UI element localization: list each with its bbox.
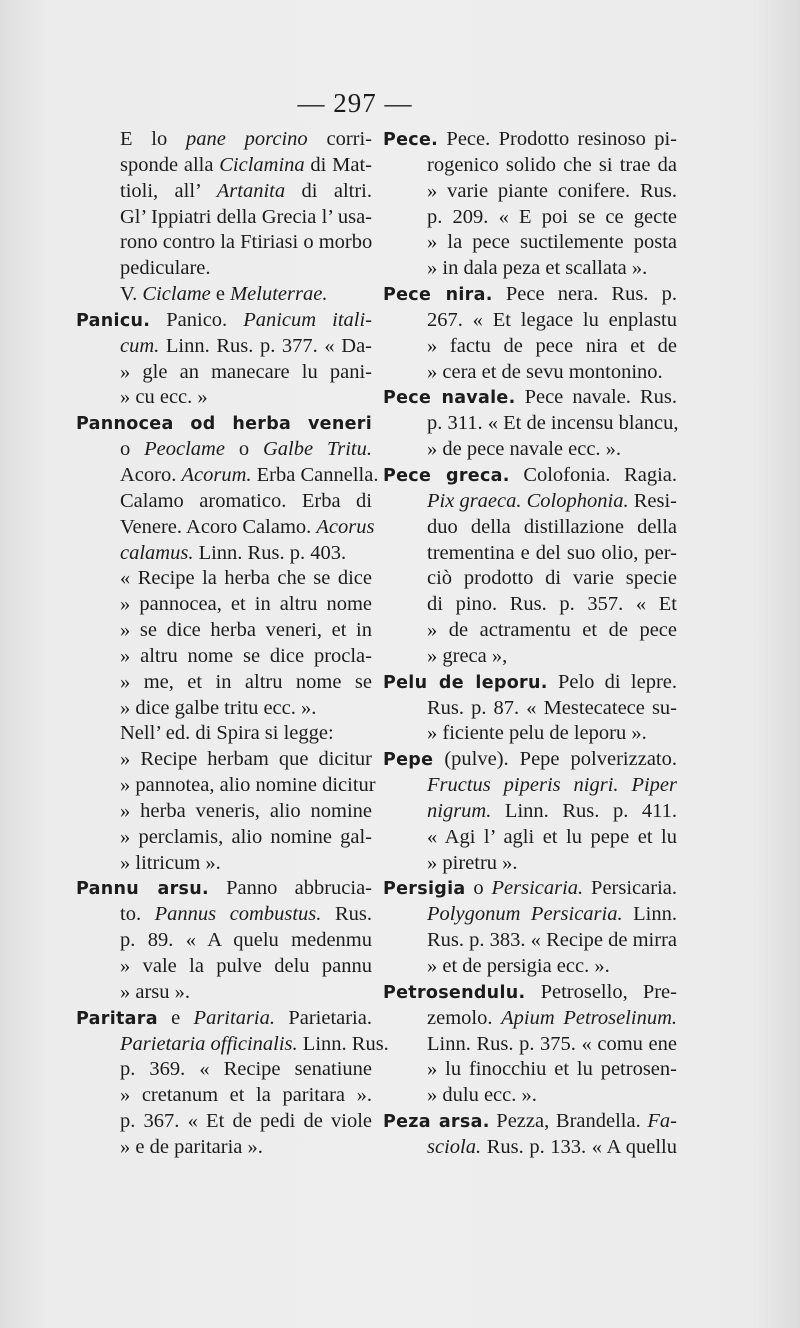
text-run: » ficiente pelu de leporu ». bbox=[427, 722, 647, 745]
text-line bbox=[76, 515, 375, 541]
text-run: E lo bbox=[120, 128, 187, 150]
text-run: » piretru ». bbox=[427, 851, 518, 874]
text-line bbox=[383, 696, 677, 722]
text-line bbox=[76, 851, 372, 877]
text-run: Panno abbrucia- bbox=[208, 877, 372, 900]
text-line bbox=[383, 902, 677, 928]
italic-term: cum. bbox=[120, 334, 160, 357]
text-line bbox=[76, 696, 372, 722]
text-run: » dice galbe tritu ecc. ». bbox=[120, 696, 317, 719]
text-run: » cretanum et la paritara ». bbox=[120, 1084, 372, 1107]
entry-headword: Petrosendulu. bbox=[383, 982, 526, 1003]
italic-term: Fructus piperis nigri. Piper bbox=[427, 774, 677, 797]
text-line bbox=[383, 825, 677, 851]
text-line bbox=[76, 747, 372, 773]
text-run: » altru nome se dice procla- bbox=[120, 644, 372, 667]
text-run: di altri. bbox=[285, 179, 372, 202]
text-line bbox=[76, 127, 372, 153]
text-run: Petrosello, Pre- bbox=[525, 980, 677, 1003]
text-run: o bbox=[465, 877, 492, 900]
text-run: V. bbox=[120, 283, 143, 306]
text-line bbox=[76, 489, 372, 515]
text-line bbox=[383, 773, 677, 799]
text-run: Linn. Rus. p. 411. bbox=[491, 799, 677, 822]
text-run: « Recipe la herba che se dice bbox=[120, 567, 372, 590]
italic-term: Artanita bbox=[216, 179, 286, 202]
text-run: zemolo. bbox=[427, 1006, 502, 1029]
text-run: di pino. Rus. p. 357. « Et bbox=[427, 593, 677, 616]
text-line bbox=[383, 360, 677, 386]
text-run: » cu ecc. » bbox=[120, 386, 208, 409]
text-line bbox=[383, 747, 677, 773]
text-run: » arsu ». bbox=[120, 980, 191, 1003]
text-run: » de pece navale ecc. ». bbox=[427, 438, 622, 461]
text-line bbox=[76, 334, 372, 360]
italic-term: Acorum. bbox=[181, 463, 252, 486]
text-run: Erba Cannella. bbox=[251, 463, 379, 486]
text-run: Nell’ ed. di Spira si legge: bbox=[120, 722, 334, 745]
left-column bbox=[76, 127, 389, 1161]
text-run: trementina e del suo olio, per- bbox=[427, 541, 677, 564]
text-run: Calamo aromatico. Erba di bbox=[120, 489, 372, 512]
text-run: » factu de pece nira et de bbox=[427, 334, 677, 357]
text-run: « Agi l’ agli et lu pepe et lu bbox=[427, 825, 677, 848]
text-line bbox=[383, 592, 677, 618]
text-run: » pannocea, et in altru nome bbox=[120, 593, 372, 616]
italic-term: Paritaria. bbox=[193, 1006, 275, 1029]
text-run: p. 311. « Et de incensu blancu, bbox=[427, 412, 679, 435]
text-run: Resi- bbox=[628, 489, 677, 512]
text-line bbox=[76, 282, 372, 308]
text-line bbox=[383, 1109, 677, 1135]
text-run: » vale la pulve delu pannu bbox=[120, 955, 372, 977]
entry-headword: Paritara bbox=[76, 1008, 158, 1029]
text-line bbox=[383, 876, 677, 902]
entry-headword: Pece navale. bbox=[383, 388, 516, 409]
text-line bbox=[383, 153, 677, 179]
entry-headword: Pece. bbox=[383, 130, 439, 150]
italic-term: Panicum itali- bbox=[243, 308, 372, 331]
text-line bbox=[76, 902, 372, 928]
text-run: Pezza, Brandella. bbox=[489, 1110, 648, 1133]
text-run: Pelo di lepre. bbox=[547, 670, 677, 693]
text-run: tioli, all’ bbox=[120, 179, 217, 202]
italic-term: Pix graeca. Colophonia. bbox=[427, 489, 629, 512]
text-line bbox=[76, 1032, 389, 1058]
italic-term: Peoclame bbox=[144, 438, 225, 461]
text-line bbox=[383, 179, 677, 205]
text-line bbox=[76, 644, 372, 670]
text-line bbox=[383, 954, 677, 980]
text-line bbox=[383, 1057, 677, 1083]
text-line bbox=[76, 179, 372, 205]
text-line bbox=[76, 230, 372, 256]
italic-term: Parietaria officinalis. bbox=[120, 1032, 298, 1055]
text-line bbox=[383, 205, 677, 231]
text-run: » varie piante conifere. Rus. bbox=[427, 179, 677, 202]
text-run: Rus. p. 87. « Mestecatece su- bbox=[427, 696, 677, 719]
text-line bbox=[383, 411, 677, 437]
text-line bbox=[76, 876, 372, 902]
text-run: p. 89. « A quelu medenmu bbox=[120, 929, 372, 952]
text-line bbox=[383, 618, 677, 644]
italic-term: Persicaria. bbox=[491, 877, 584, 900]
text-run: p. 367. « Et de pedi de viole bbox=[120, 1110, 372, 1133]
text-line bbox=[76, 799, 372, 825]
text-line bbox=[76, 773, 376, 799]
text-run: e bbox=[210, 283, 231, 306]
text-line bbox=[383, 230, 677, 256]
text-line bbox=[76, 1135, 372, 1161]
text-run: Acoro. bbox=[120, 463, 182, 486]
text-run: » in dala peza et scallata ». bbox=[427, 257, 648, 280]
text-run: » pannotea, alio nomine dicitur bbox=[120, 774, 376, 797]
text-run: pediculare. bbox=[120, 257, 211, 280]
text-run: corri- bbox=[307, 128, 372, 150]
text-run: » me, et in altru nome se bbox=[120, 670, 372, 693]
entry-headword: Pece nira. bbox=[383, 285, 493, 306]
text-run: » lu finocchiu et lu petrosen- bbox=[427, 1058, 677, 1081]
text-run: » la pece suctilemente posta bbox=[427, 231, 677, 254]
text-line bbox=[383, 644, 677, 670]
entry-headword: Pece greca. bbox=[383, 465, 510, 486]
text-run: di Mat- bbox=[304, 153, 373, 176]
text-run: Colofonia. Ragia. bbox=[509, 463, 677, 486]
text-run: Linn. Rus. bbox=[297, 1032, 389, 1055]
text-run: Pece nera. Rus. p. bbox=[492, 283, 678, 306]
text-run: sponde alla bbox=[120, 153, 220, 176]
text-run: p. 369. « Recipe senatiune bbox=[120, 1058, 372, 1081]
entry-headword: Panicu. bbox=[76, 310, 151, 331]
text-run: » et de persigia ecc. ». bbox=[427, 955, 610, 977]
italic-term: pane porcino bbox=[186, 128, 308, 150]
text-run: rogenico solido che si trae da bbox=[427, 153, 677, 176]
text-line bbox=[383, 334, 677, 360]
right-column bbox=[383, 127, 677, 1161]
text-line bbox=[383, 670, 677, 696]
text-run: » herba veneris, alio nomine bbox=[120, 799, 372, 822]
text-line bbox=[76, 256, 372, 282]
text-line bbox=[76, 928, 372, 954]
italic-term: Pannus combustus. bbox=[154, 903, 322, 926]
text-line bbox=[76, 1083, 372, 1109]
text-run: 267. « Et legace lu enplastu bbox=[427, 308, 677, 331]
text-line bbox=[383, 1135, 677, 1161]
text-line bbox=[76, 618, 372, 644]
text-run: Rus. bbox=[321, 903, 372, 926]
text-run: p. 209. « E poi se ce gecte bbox=[427, 205, 677, 228]
italic-term: Meluterrae. bbox=[230, 283, 328, 306]
text-run: » se dice herba veneri, et in bbox=[120, 619, 372, 642]
text-run: Parietaria. bbox=[275, 1006, 372, 1029]
text-run: rono contro la Ftiriasi o morbo bbox=[120, 231, 373, 254]
text-run: to. bbox=[120, 903, 155, 926]
text-run: Venere. Acoro Calamo. bbox=[120, 515, 317, 538]
text-line bbox=[383, 489, 677, 515]
text-line bbox=[76, 411, 372, 437]
text-run: o bbox=[120, 438, 145, 461]
text-line bbox=[76, 308, 372, 334]
text-run: » Recipe herbam que dicitur bbox=[120, 748, 372, 771]
text-line bbox=[76, 385, 372, 411]
text-run: Persicaria. bbox=[583, 877, 677, 900]
italic-term: Ciclame bbox=[142, 283, 211, 306]
text-run: » gle an manecare lu pani- bbox=[120, 360, 372, 383]
text-line bbox=[76, 153, 372, 179]
italic-term: Fa- bbox=[647, 1110, 677, 1133]
text-line bbox=[76, 437, 372, 463]
text-line bbox=[383, 308, 677, 334]
text-line bbox=[76, 541, 372, 567]
text-line bbox=[76, 205, 372, 231]
text-run: Linn. bbox=[622, 903, 678, 926]
text-run: e bbox=[157, 1006, 194, 1029]
text-line bbox=[76, 670, 372, 696]
text-line bbox=[383, 437, 677, 463]
text-line bbox=[383, 463, 677, 489]
italic-term: Galbe Tritu. bbox=[263, 438, 372, 461]
text-run: Panico. bbox=[150, 308, 244, 331]
text-line bbox=[383, 1006, 677, 1032]
text-line bbox=[76, 1006, 372, 1032]
text-line bbox=[383, 256, 677, 282]
text-run: » dulu ecc. ». bbox=[427, 1084, 537, 1107]
italic-term: calamus. bbox=[120, 541, 194, 564]
entry-headword: Peza arsa. bbox=[383, 1112, 490, 1133]
text-run: Pece. Prodotto resinoso pi- bbox=[438, 128, 677, 150]
italic-term: Apium Petroselinum. bbox=[501, 1006, 678, 1029]
text-run: Pece navale. Rus. bbox=[515, 386, 677, 409]
text-line bbox=[383, 385, 677, 411]
entry-headword: Pelu de leporu. bbox=[383, 672, 548, 693]
entry-headword: Pepe bbox=[383, 750, 434, 771]
text-line bbox=[383, 799, 677, 825]
text-run: Linn. Rus. p. 375. « comu ene bbox=[427, 1032, 677, 1055]
text-line bbox=[76, 1057, 372, 1083]
text-line bbox=[76, 980, 372, 1006]
text-line bbox=[76, 592, 372, 618]
text-run: » litricum ». bbox=[120, 851, 221, 874]
text-line bbox=[76, 566, 372, 592]
text-line bbox=[383, 566, 677, 592]
text-line bbox=[76, 721, 372, 747]
text-run: Linn. Rus. p. 377. « Da- bbox=[159, 334, 372, 357]
text-run: ciò prodotto di varie specie bbox=[427, 567, 677, 590]
text-run: Linn. Rus. p. 403. bbox=[193, 541, 347, 564]
entry-headword: Pannocea od herba veneri bbox=[76, 414, 372, 435]
italic-term: Polygonum Persicaria. bbox=[427, 903, 623, 926]
text-line bbox=[383, 928, 677, 954]
text-run: » perclamis, alio nomine gal- bbox=[120, 825, 372, 848]
text-line bbox=[76, 954, 372, 980]
text-run: » de actramentu et de pece bbox=[427, 619, 677, 642]
text-run: o bbox=[224, 438, 263, 461]
text-line bbox=[76, 360, 372, 386]
text-line bbox=[383, 1083, 677, 1109]
entry-headword: Persigia bbox=[383, 879, 466, 900]
text-run: Gl’ Ippiatri della Grecia l’ usa- bbox=[120, 205, 372, 228]
text-line bbox=[76, 463, 379, 489]
text-run: » greca », bbox=[427, 644, 508, 667]
text-run: (pulve). Pepe polverizzato. bbox=[433, 748, 677, 771]
text-run: » cera et de sevu montonino. bbox=[427, 360, 663, 383]
italic-term: Ciclamina bbox=[219, 153, 305, 176]
text-run: » e de paritaria ». bbox=[120, 1135, 263, 1158]
text-line bbox=[383, 721, 677, 747]
italic-term: sciola. bbox=[427, 1135, 482, 1158]
italic-term: nigrum. bbox=[427, 799, 492, 822]
text-line bbox=[383, 515, 677, 541]
text-line bbox=[383, 127, 677, 153]
text-run: Rus. p. 133. « A quellu bbox=[481, 1135, 677, 1158]
text-line bbox=[76, 825, 372, 851]
entry-headword: Pannu arsu. bbox=[76, 879, 209, 900]
text-run: duo della distillazione della bbox=[427, 515, 677, 538]
text-line bbox=[383, 1032, 677, 1058]
page-number: — 297 — bbox=[297, 88, 413, 118]
text-run: Rus. p. 383. « Recipe de mirra bbox=[427, 929, 677, 952]
text-line bbox=[383, 851, 677, 877]
text-line bbox=[383, 980, 677, 1006]
text-line bbox=[383, 541, 677, 567]
italic-term: Acorus bbox=[316, 515, 375, 538]
text-line bbox=[76, 1109, 372, 1135]
text-line bbox=[383, 282, 677, 308]
